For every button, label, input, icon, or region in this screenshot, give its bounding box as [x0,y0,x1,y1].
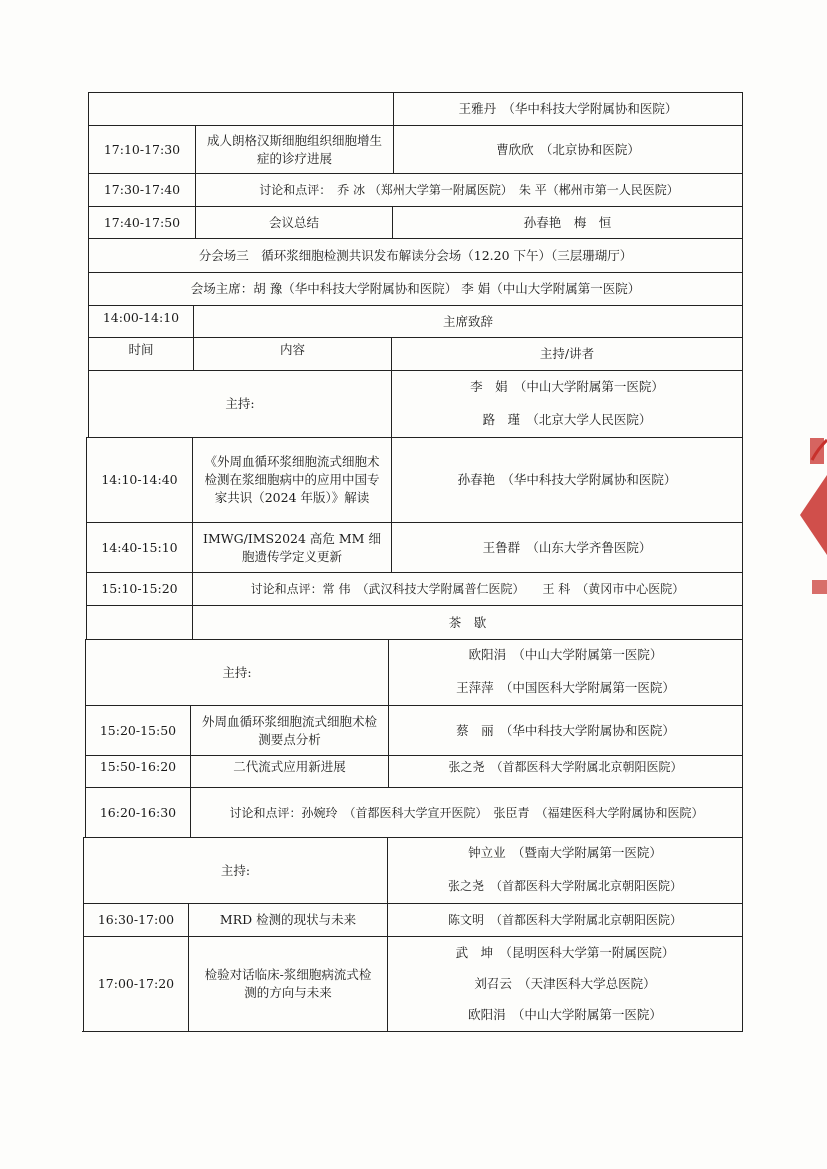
speaker-cell: 曹欣欣 （北京协和医院） [496,141,640,157]
content-cell: MRD 检测的现状与未来 [219,912,357,927]
discussion-cell: 讨论和点评：常 伟 （武汉科技大学附属普仁医院） 王 科 （黄冈市中心医院） [250,582,685,596]
host-name: 路 瑾 （北京大学人民医院） [482,412,652,427]
content-cell: 会议总结 [268,214,319,230]
content-cell: 二代流式应用新进展 [233,759,346,774]
time-cell: 17:30-17:40 [103,182,181,197]
time-cell: 14:10-14:40 [101,472,178,487]
content-cell: 《外周血循环浆细胞流式细胞术检测在浆细胞病中的应用中国专家共识（2024 年版）》解读 [204,454,380,505]
content-cell: 外周血循环浆细胞流式细胞术检测要点分析 [201,713,377,747]
speaker-cell: 孙春艳 （华中科技大学附属协和医院） [457,472,677,487]
session-title: 分会场三 循环浆细胞检测共识发布解读分会场（12.20 下午）（三层珊瑚厅） [198,247,633,263]
column-header-speaker: 主持/讲者 [539,346,595,361]
discussion-cell: 讨论和点评：孙婉玲 （首都医科大学宣开医院） 张臣青 （福建医科大学附属协和医院） [229,805,704,820]
time-cell: 17:00-17:20 [97,976,175,991]
host-label: 主持: [222,664,252,680]
host-name: 李 娟 （中山大学附属第一医院） [470,379,664,394]
speaker-cell: 陈文明 （首都医科大学附属北京朝阳医院） [447,913,682,927]
host-name: 钟立业 （暨南大学附属第一医院） [468,845,662,860]
column-header-content: 内容 [279,342,305,357]
speaker-cell: 欧阳涓 （中山大学附属第一医院） [468,1007,662,1022]
content-cell: 检验对话临床-浆细胞病流式检测的方向与未来 [204,967,372,1000]
time-cell: 17:10-17:30 [103,141,181,157]
time-cell: 16:30-17:00 [97,912,175,927]
speaker-cell: 刘召云 （天津医科大学总医院） [474,976,656,991]
time-cell: 15:20-15:50 [99,722,177,738]
speaker-cell: 王鲁群 （山东大学齐鲁医院） [482,539,652,555]
speaker-cell: 张之尧 （首都医科大学附属北京朝阳医院） [448,760,683,774]
session-chairs: 会场主席：胡 豫（华中科技大学附属协和医院） 李 娟（中山大学附属第一医院） [190,281,641,296]
time-cell: 14:40-15:10 [101,539,178,555]
host-name: 张之尧 （首都医科大学附属北京朝阳医院） [447,879,682,893]
speaker-cell: 王雅丹 （华中科技大学附属协和医院） [458,101,678,116]
time-cell: 17:40-17:50 [103,214,181,230]
content-cell: 成人朗格汉斯细胞组织细胞增生症的诊疗进展 [206,132,382,166]
column-header-time: 时间 [128,342,154,357]
tea-break: 茶 歇 [448,614,487,630]
content-cell: IMWG/IMS2024 高危 MM 细胞遗传学定义更新 [203,530,381,564]
time-cell: 14:00-14:10 [102,310,180,325]
speaker-cell: 武 坤 （昆明医科大学第一附属医院） [455,945,675,960]
host-name: 王萍萍 （中国医科大学附属第一医院） [456,680,675,695]
time-cell: 15:10-15:20 [101,581,178,596]
discussion-cell: 讨论和点评： 乔 冰 （郑州大学第一附属医院） 朱 平（郴州市第一人民医院） [259,183,679,197]
speaker-cell: 孙春艳 梅 恒 [523,214,612,230]
host-label: 主持: [225,396,255,411]
time-cell: 16:20-16:30 [99,804,177,820]
time-cell: 15:50-16:20 [99,759,177,774]
speaker-cell: 蔡 丽 （华中科技大学附属协和医院） [456,722,675,738]
host-label: 主持: [220,862,251,878]
red-seal-stamp-icon [792,430,827,620]
rule [82,1031,742,1032]
host-name: 欧阳涓 （中山大学附属第一医院） [468,647,663,662]
rule [742,92,743,1032]
opening-cell: 主席致辞 [442,313,493,329]
